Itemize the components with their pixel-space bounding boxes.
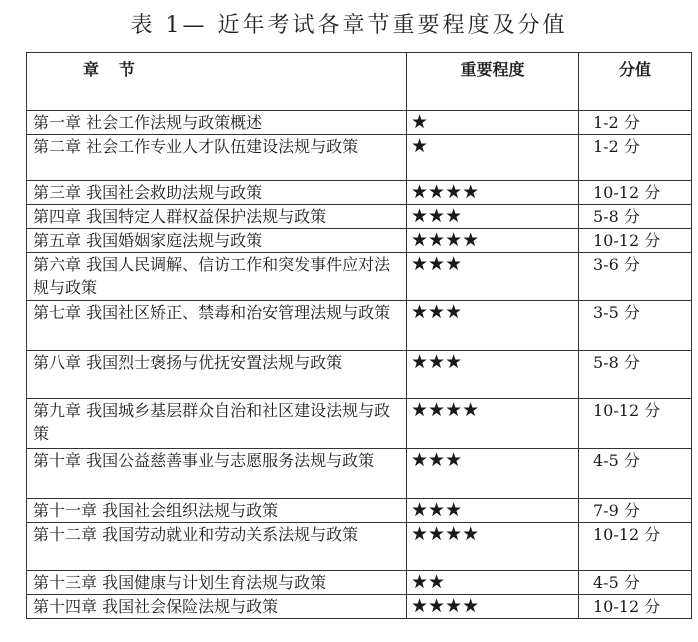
score-cell: 1-2 分: [579, 111, 692, 135]
chapter-cell: 第一章 社会工作法规与政策概述: [27, 111, 407, 135]
chapter-cell: 第七章 我国社区矫正、禁毒和治安管理法规与政策: [27, 301, 407, 351]
table-row: [27, 111, 692, 135]
score-cell: 3-6 分: [579, 253, 692, 301]
table-row: [27, 595, 692, 619]
table-row: [27, 499, 692, 523]
score-cell: 10-12 分: [579, 399, 692, 449]
score-cell: 3-5 分: [579, 301, 692, 351]
importance-stars-cell: ★★: [407, 571, 579, 595]
importance-stars-cell: ★★★★: [407, 181, 579, 205]
chapter-cell: 第九章 我国城乡基层群众自治和社区建设法规与政策: [27, 399, 407, 449]
score-cell: 10-12 分: [579, 523, 692, 571]
table-row: [27, 181, 692, 205]
chapter-cell: 第十二章 我国劳动就业和劳动关系法规与政策: [27, 523, 407, 571]
score-cell: 4-5 分: [579, 449, 692, 499]
chapter-cell: 第十三章 我国健康与计划生育法规与政策: [27, 571, 407, 595]
importance-stars-cell: ★★★★: [407, 595, 579, 619]
header-row: [27, 53, 692, 111]
importance-stars-cell: ★★★★: [407, 399, 579, 449]
header-chapter: 章节: [27, 53, 407, 111]
chapter-cell: 第六章 我国人民调解、信访工作和突发事件应对法规与政策: [27, 253, 407, 301]
importance-stars-cell: ★: [407, 135, 579, 181]
importance-stars-cell: ★★★: [407, 351, 579, 399]
score-cell: 1-2 分: [579, 135, 692, 181]
importance-stars-cell: ★★★: [407, 499, 579, 523]
chapter-cell: 第五章 我国婚姻家庭法规与政策: [27, 229, 407, 253]
score-cell: 10-12 分: [579, 595, 692, 619]
table-row: [27, 253, 692, 301]
table-row: [27, 229, 692, 253]
importance-stars-cell: ★★★: [407, 205, 579, 229]
chapter-cell: 第十一章 我国社会组织法规与政策: [27, 499, 407, 523]
score-cell: 5-8 分: [579, 205, 692, 229]
table-row: [27, 571, 692, 595]
table-row: [27, 351, 692, 399]
table-row: [27, 399, 692, 449]
importance-stars-cell: ★★★★: [407, 523, 579, 571]
table-row: [27, 449, 692, 499]
importance-stars-cell: ★★★: [407, 301, 579, 351]
score-cell: 4-5 分: [579, 571, 692, 595]
score-cell: 5-8 分: [579, 351, 692, 399]
chapter-cell: 第八章 我国烈士褒扬与优抚安置法规与政策: [27, 351, 407, 399]
importance-stars-cell: ★★★★: [407, 229, 579, 253]
score-cell: 10-12 分: [579, 229, 692, 253]
chapter-cell: 第四章 我国特定人群权益保护法规与政策: [27, 205, 407, 229]
chapter-cell: 第十四章 我国社会保险法规与政策: [27, 595, 407, 619]
chapter-cell: 第十章 我国公益慈善事业与志愿服务法规与政策: [27, 449, 407, 499]
score-cell: 10-12 分: [579, 181, 692, 205]
table-title: 表 1— 近年考试各章节重要程度及分值: [130, 13, 568, 38]
table-row: [27, 523, 692, 571]
table-row: [27, 135, 692, 181]
importance-stars-cell: ★: [407, 111, 579, 135]
score-cell: 7-9 分: [579, 499, 692, 523]
chapter-cell: 第三章 我国社会救助法规与政策: [27, 181, 407, 205]
importance-stars-cell: ★★★: [407, 253, 579, 301]
chapter-cell: 第二章 社会工作专业人才队伍建设法规与政策: [27, 135, 407, 181]
table-row: [27, 205, 692, 229]
header-score: 分值: [579, 53, 692, 111]
chapter-importance-table: [26, 52, 692, 619]
importance-stars-cell: ★★★: [407, 449, 579, 499]
header-importance: 重要程度: [407, 53, 579, 111]
table-row: [27, 301, 692, 351]
